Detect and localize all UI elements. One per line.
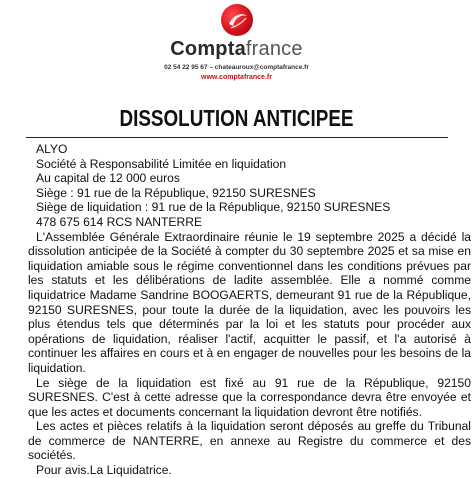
page-title: DISSOLUTION ANTICIPEE: [119, 105, 354, 131]
comptafrance-logo-icon: [221, 4, 253, 36]
brand-name: [0, 37, 473, 61]
website-link[interactable]: www.comptafrance.fr: [201, 74, 272, 81]
company-siege: Siège : 91 rue de la République, 92150 SURESNES: [36, 185, 316, 200]
header: [0, 0, 473, 100]
company-siege-liquidation: Siège de liquidation : 91 rue de la République, 92150 SURESNES: [36, 200, 391, 215]
notice-body: [28, 142, 471, 478]
company-name: ALYO: [36, 142, 68, 156]
paragraph-siege: Le siège de la liquidation est fixé au 91 rue de la République, 92150 SURESNES. C'est à cette adresse que la correspondance devra être envoyée et que les actes et documents concernant la liquidation devront être notifiés.: [28, 375, 471, 419]
brand-light: france: [245, 38, 303, 60]
contact-line: 02 54 22 95 67 – chateauroux@comptafrance.fr: [164, 64, 309, 71]
paragraph-assembly: L'Assemblée Générale Extraordinaire réunie le 19 septembre 2025 a décidé la dissolution anticipée de la Société à compter du 30 septembre 2025 et sa mise en liquidation amiable sous le régime conventionnel dans les conditions prévues par les statuts et les délibérations de ladite assemblée. Elle a nommé comme liquidatrice Madame Sandrine BOOGAERTS, demeurant 91 rue de la République, 92150 SURESNES, pour toute la durée de la liquidation, avec les pouvoirs les plus étendus tels que déterminés par la loi et les statuts pour procéder aux opérations de liquidation, réaliser l'actif, acquitter le passif, et l'a autorisé à continuer les affaires en cours et à en engager de nouvelles pour les besoins de la liquidation.: [28, 229, 471, 375]
paragraph-depot: Les actes et pièces relatifs à la liquidation seront déposés au greffe du Tribunal de commerce de NANTERRE, en annexe au Registre du commerce et des sociétés.: [28, 419, 471, 463]
closing-line: Pour avis.La Liquidatrice.: [36, 463, 172, 478]
company-form: Société à Responsabilité Limitée en liquidation: [36, 156, 287, 171]
brand-bold: Compta: [170, 38, 246, 60]
company-capital: Au capital de 12 000 euros: [36, 171, 180, 186]
title-divider: [26, 137, 448, 138]
company-rcs: 478 675 614 RCS NANTERRE: [36, 214, 203, 229]
